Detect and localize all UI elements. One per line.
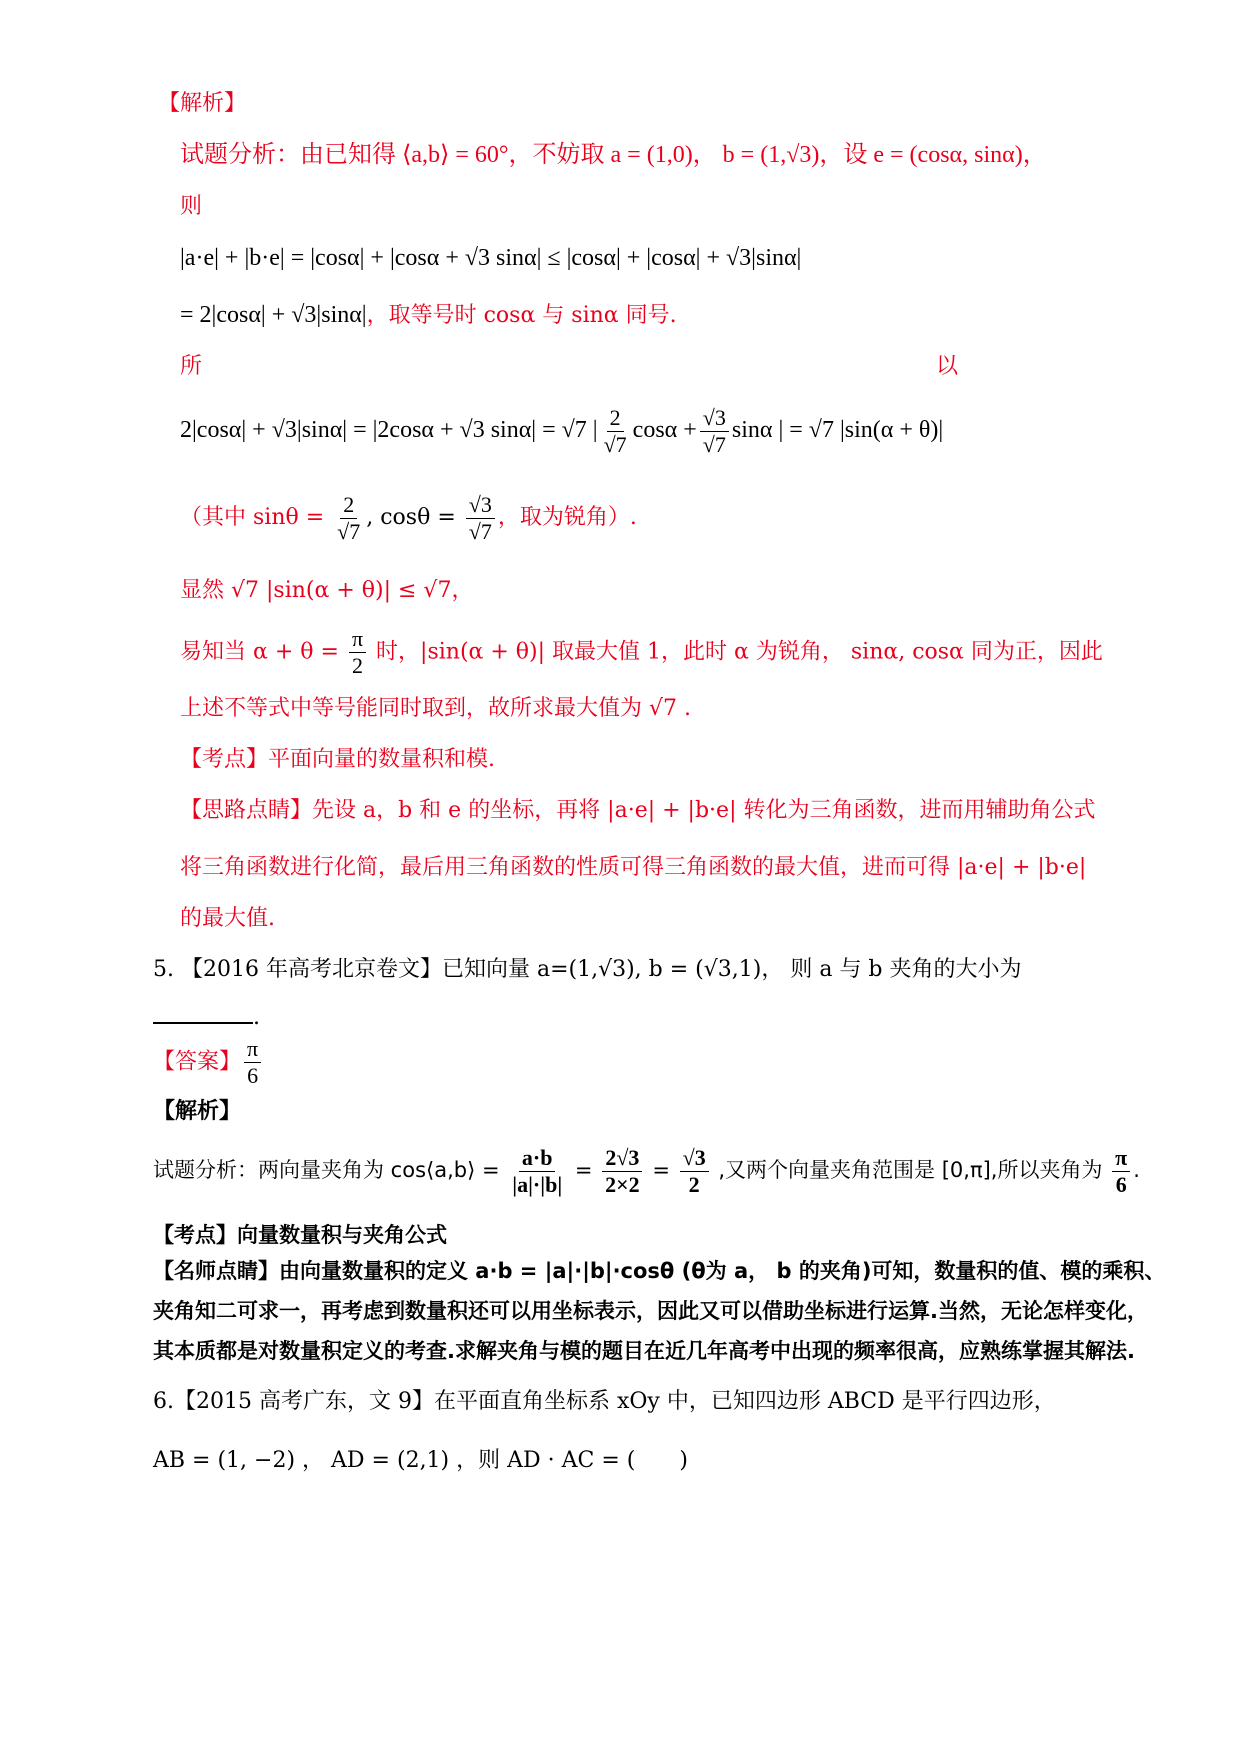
numerator: π [244, 1036, 261, 1063]
math-text: 时，|sin(α + θ)| 取最大值 1，此时 α 为锐角， sinα, cosα 同为正，因此 [369, 639, 1103, 665]
denominator: 6 [247, 1063, 259, 1088]
math-line [180, 400, 943, 460]
denominator: √7 [468, 518, 492, 544]
denominator: √7 [702, 431, 726, 457]
math-text: = [568, 1158, 600, 1182]
math-text: ,又两个向量夹角范围是 [0,π],所以夹角为 [711, 1158, 1110, 1182]
math-text: ，取为锐角）. [497, 505, 637, 530]
fraction [334, 492, 363, 545]
denominator: 2 [351, 653, 363, 678]
question-6: 6.【2015 高考广东，文 9】在平面直角坐标系 xOy 中，已知四边形 ABCD 是平行四边形， [153, 1389, 1056, 1414]
denominator: √7 [603, 431, 627, 457]
solution-line: 则 [180, 194, 203, 219]
denominator: 2 [688, 1171, 700, 1197]
math-text: = [645, 1158, 677, 1182]
silu-line: 的最大值. [180, 906, 275, 931]
question-5: 5. 【2016 年高考北京卷文】已知向量 a=(1,√3), b = (√3,1)， 则 a 与 b 夹角的大小为 [153, 957, 1022, 982]
mingshi-line: 其本质都是对数量积定义的考查.求解夹角与模的题目在近几年高考中出现的频率很高，应熟练掌握其解法. [153, 1339, 1135, 1363]
solution-header: 【解析】 [158, 91, 247, 116]
mingshi-line: 【名师点睛】由向量数量积的定义 a·b = |a|·|b|·cosθ (θ为 a， b 的夹角)可知，数量积的值、模的乘积、 [153, 1259, 1166, 1283]
solution-line: 试题分析：由已知得 ⟨a,b⟩ = 60°，不妨取 a = (1,0)， b = (1,√3)，设 e = (cosα, sinα)， [180, 142, 1047, 168]
math-text: . [1133, 1158, 1140, 1182]
math-line [180, 300, 677, 331]
silu-line: 将三角函数进行化简，最后用三角函数的性质可得三角函数的最大值，进而可得 |a·e| + |b·e| [180, 855, 1087, 880]
fraction [601, 405, 630, 458]
solution-line: 上述不等式中等号能同时取到，故所求最大值为 √7 . [180, 696, 691, 721]
fraction [509, 1145, 565, 1198]
solution-line [180, 626, 1103, 679]
numerator: √3 [466, 492, 495, 519]
math-text: 易知当 α + θ = [180, 639, 346, 665]
denominator: √7 [337, 518, 361, 544]
math-text: （其中 sinθ = [180, 505, 332, 530]
kaodian: 【考点】向量数量积与夹角公式 [153, 1223, 447, 1247]
numerator: √3 [680, 1145, 709, 1172]
fraction [602, 1145, 643, 1198]
kaodian: 【考点】平面向量的数量积和模. [180, 747, 495, 772]
numerator: √3 [700, 405, 729, 432]
answer-label: 【答案】 [153, 1049, 242, 1075]
numerator: π [1112, 1145, 1130, 1172]
numerator: a·b [519, 1145, 556, 1172]
answer [153, 1036, 264, 1089]
word-left: 所 [180, 354, 203, 379]
denominator: 6 [1115, 1171, 1127, 1197]
math-text: , cosθ = [366, 505, 463, 530]
solution-line: 显然 √7 |sin(α + θ)| ≤ √7， [180, 578, 474, 603]
denominator: 2×2 [605, 1171, 640, 1197]
question-6-line-2: AB = (1, −2) ， AD = (2,1) ，则 AD · AC = ( ) [153, 1448, 688, 1473]
math-text: 2|cosα| + √3|sinα| = |2cosα + √3 sinα| = √7 | [180, 417, 598, 443]
math-text: cosα + [632, 417, 697, 443]
math-text: sinα | = √7 |sin(α + θ)| [731, 417, 944, 443]
math-note: ，取等号时 cosα 与 sinα 同号. [366, 303, 677, 328]
silu-line: 【思路点睛】先设 a，b 和 e 的坐标，再将 |a·e| + |b·e| 转化为三角函数，进而用辅助角公式 [180, 798, 1096, 823]
word-right: 以 [936, 354, 959, 379]
fraction [466, 492, 495, 545]
solution-header: 【解析】 [153, 1099, 242, 1124]
solution-line [180, 490, 637, 546]
mingshi-line: 夹角知二可求一，再考虑到数量积还可以用坐标表示，因此又可以借助坐标进行运算.当然，无论怎样变化， [153, 1299, 1148, 1323]
answer-blank-line [153, 1000, 260, 1033]
math-line: |a·e| + |b·e| = |cosα| + |cosα + √3 sinα| ≤ |cosα| + |cosα| + √3|sinα| [180, 245, 802, 271]
solution-line [153, 1140, 1140, 1200]
numerator: π [349, 626, 366, 653]
denominator: |a|·|b| [512, 1171, 563, 1197]
fraction [700, 405, 729, 458]
fraction [349, 626, 366, 679]
fraction [244, 1036, 261, 1089]
answer-blank [153, 1000, 253, 1024]
fraction [680, 1145, 709, 1198]
numerator: 2√3 [602, 1145, 642, 1172]
period: . [253, 1005, 260, 1030]
fraction [1112, 1145, 1130, 1198]
math-expression: = 2|cosα| + √3|sinα| [180, 302, 367, 328]
numerator: 2 [607, 405, 624, 432]
math-text: 试题分析：两向量夹角为 cos⟨a,b⟩ = [153, 1158, 507, 1182]
numerator: 2 [340, 492, 357, 519]
